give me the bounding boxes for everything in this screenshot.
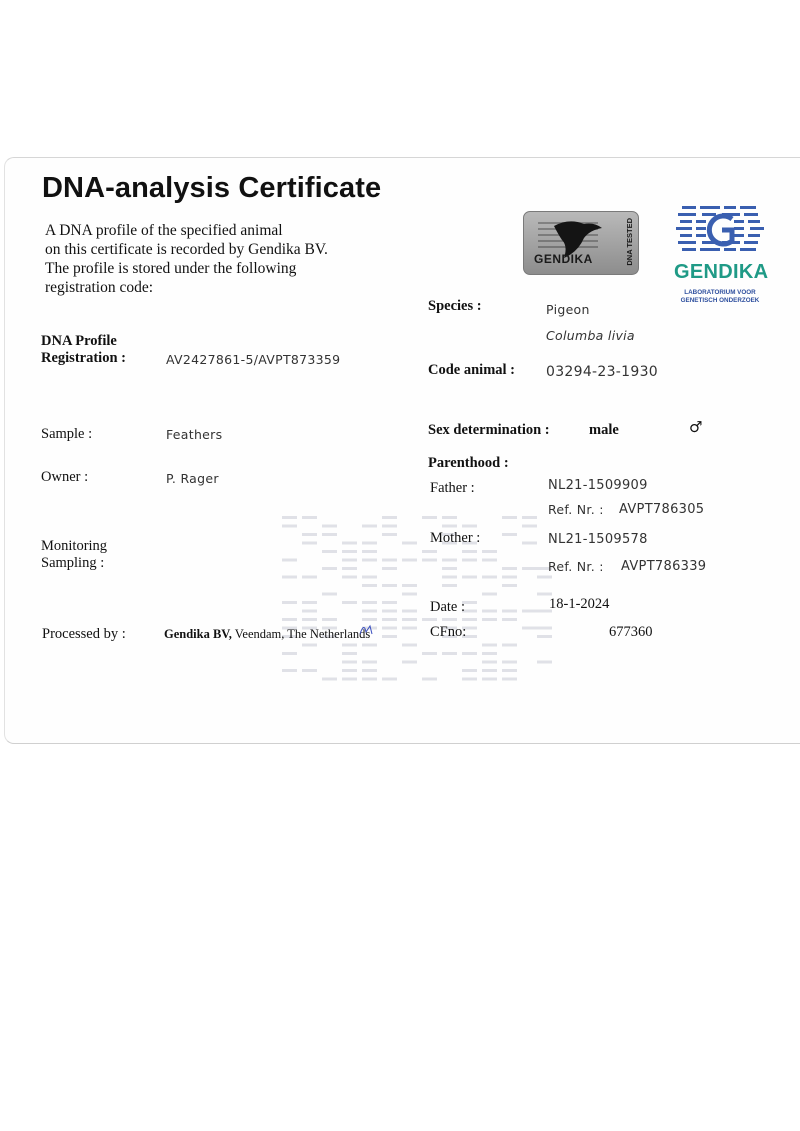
code-animal-value: 03294-23-1930 xyxy=(546,364,658,380)
intro-line: on this certificate is recorded by Gendika BV. xyxy=(45,241,328,258)
dna-band xyxy=(302,576,317,579)
dna-band xyxy=(442,559,457,562)
dna-band xyxy=(302,516,317,519)
monitoring-label: Monitoring xyxy=(41,538,108,554)
dna-band xyxy=(462,669,477,672)
dna-band xyxy=(522,610,537,613)
dna-band xyxy=(322,567,337,570)
species-label: Species : xyxy=(428,298,482,314)
mother-ref-label: Ref. Nr. : xyxy=(548,559,604,574)
dna-band xyxy=(402,542,417,545)
dna-band xyxy=(522,627,537,630)
dna-band xyxy=(342,652,357,655)
registration-value: AV2427861-5/AVPT873359 xyxy=(166,352,341,367)
owner-value: P. Rager xyxy=(166,471,219,486)
registration-label: Registration : xyxy=(41,350,126,366)
dna-band xyxy=(422,516,437,519)
dna-band xyxy=(462,652,477,655)
dna-band xyxy=(462,576,477,579)
dna-band xyxy=(522,567,537,570)
dna-band xyxy=(482,559,497,562)
dna-band xyxy=(442,576,457,579)
code-animal-label: Code animal : xyxy=(428,362,515,378)
dna-band xyxy=(362,542,377,545)
dna-band xyxy=(362,559,377,562)
dna-band xyxy=(302,644,317,647)
dna-band xyxy=(442,584,457,587)
sample-label: Sample : xyxy=(41,426,93,442)
dna-band xyxy=(362,601,377,604)
dna-band xyxy=(342,567,357,570)
dna-band xyxy=(302,618,317,621)
dna-band xyxy=(342,678,357,681)
dna-band xyxy=(462,678,477,681)
dna-band xyxy=(402,593,417,596)
dna-band xyxy=(382,618,397,621)
dna-band xyxy=(482,593,497,596)
dna-band xyxy=(382,525,397,528)
intro-line: A DNA profile of the specified animal xyxy=(45,222,283,239)
dna-band xyxy=(382,635,397,638)
dna-band xyxy=(322,593,337,596)
dna-band xyxy=(302,669,317,672)
dna-band xyxy=(442,516,457,519)
dna-band xyxy=(302,601,317,604)
father-ref-value: AVPT786305 xyxy=(619,502,705,517)
dna-band xyxy=(322,550,337,553)
dna-band xyxy=(382,627,397,630)
dna-band xyxy=(342,542,357,545)
dna-band xyxy=(282,669,297,672)
dna-band xyxy=(282,576,297,579)
dna-band xyxy=(402,618,417,621)
seal-brand: GENDIKA xyxy=(534,252,593,266)
dna-band xyxy=(502,610,517,613)
dna-band xyxy=(362,661,377,664)
dna-band xyxy=(282,559,297,562)
dna-band xyxy=(482,669,497,672)
mother-ref-value: AVPT786339 xyxy=(621,559,707,574)
processed-label: Processed by : xyxy=(42,626,126,642)
dna-band xyxy=(482,610,497,613)
profile-label: DNA Profile xyxy=(41,333,117,349)
species-common: Pigeon xyxy=(546,302,590,317)
dna-band xyxy=(502,516,517,519)
dna-band xyxy=(362,550,377,553)
dna-band xyxy=(362,584,377,587)
cfno-label: CFno: xyxy=(430,624,467,640)
owner-label: Owner : xyxy=(41,469,89,485)
dna-band xyxy=(362,644,377,647)
dna-band xyxy=(502,584,517,587)
dna-band xyxy=(342,559,357,562)
date-value: 18-1-2024 xyxy=(549,596,610,612)
processed-location: Veendam, The Netherlands xyxy=(231,627,371,641)
father-label: Father : xyxy=(430,480,475,496)
dna-band xyxy=(282,652,297,655)
dna-band xyxy=(282,516,297,519)
dna-band xyxy=(482,550,497,553)
dna-band xyxy=(502,678,517,681)
intro-line: registration code: xyxy=(45,279,154,296)
dna-band xyxy=(342,669,357,672)
dna-band xyxy=(502,576,517,579)
dna-band xyxy=(382,601,397,604)
dna-band xyxy=(502,567,517,570)
dna-band xyxy=(362,525,377,528)
dna-band xyxy=(482,644,497,647)
dna-band xyxy=(502,618,517,621)
seal-side-text: DNA TESTED xyxy=(625,218,634,266)
logo-name: GENDIKA xyxy=(674,261,769,283)
dna-band xyxy=(482,576,497,579)
dna-band xyxy=(342,550,357,553)
dna-band xyxy=(462,550,477,553)
dna-band xyxy=(537,661,552,664)
dna-band xyxy=(462,525,477,528)
mother-value: NL21-1509578 xyxy=(548,532,648,547)
gendika-logo xyxy=(672,200,768,315)
dna-band xyxy=(322,678,337,681)
cfno-value: 677360 xyxy=(609,624,653,640)
dna-band xyxy=(422,550,437,553)
dna-band xyxy=(342,601,357,604)
dna-band xyxy=(322,618,337,621)
intro-line: The profile is stored under the following xyxy=(45,260,297,277)
dna-band xyxy=(382,559,397,562)
dna-band xyxy=(422,559,437,562)
dna-band xyxy=(382,516,397,519)
dna-band xyxy=(402,644,417,647)
dna-band xyxy=(442,618,457,621)
dna-band xyxy=(302,533,317,536)
dna-band xyxy=(537,576,552,579)
sex-value: male xyxy=(589,422,619,438)
signature-mark xyxy=(358,620,376,638)
dna-band xyxy=(502,669,517,672)
sampling-label: Sampling : xyxy=(41,555,105,571)
date-label: Date : xyxy=(430,599,466,615)
dna-band xyxy=(362,669,377,672)
dna-band xyxy=(442,567,457,570)
dna-band xyxy=(362,678,377,681)
species-latin: Columba livia xyxy=(546,328,635,343)
dna-band xyxy=(402,610,417,613)
dna-band xyxy=(302,610,317,613)
intro-text xyxy=(45,221,328,297)
dna-band xyxy=(537,635,552,638)
dna-band xyxy=(537,627,552,630)
dna-band xyxy=(282,601,297,604)
dna-band xyxy=(382,678,397,681)
gendika-mark-icon xyxy=(672,200,768,258)
father-ref-label: Ref. Nr. : xyxy=(548,502,604,517)
dna-band xyxy=(442,652,457,655)
processed-company: Gendika BV, xyxy=(164,627,232,641)
dna-band xyxy=(302,542,317,545)
dna-band xyxy=(482,678,497,681)
dna-band xyxy=(322,525,337,528)
certificate-title: DNA-analysis Certificate xyxy=(42,172,382,204)
dna-band xyxy=(482,661,497,664)
dna-band xyxy=(282,618,297,621)
dna-band xyxy=(342,576,357,579)
dna-band xyxy=(382,584,397,587)
logo-subtitle-line: LABORATORIUM VOOR xyxy=(684,289,756,296)
dna-band xyxy=(342,661,357,664)
dna-band xyxy=(482,618,497,621)
dna-band xyxy=(382,610,397,613)
logo-subtitle-line: GENETISCH ONDERZOEK xyxy=(680,297,760,304)
dna-band xyxy=(402,584,417,587)
dna-band xyxy=(362,610,377,613)
dna-band xyxy=(502,533,517,536)
dna-band xyxy=(402,661,417,664)
dna-band xyxy=(482,652,497,655)
dna-band xyxy=(462,618,477,621)
dna-band xyxy=(402,559,417,562)
dna-band xyxy=(382,533,397,536)
dna-band xyxy=(342,644,357,647)
dna-band xyxy=(522,525,537,528)
dna-tested-seal xyxy=(523,211,639,275)
dna-band xyxy=(462,559,477,562)
logo-subtitle xyxy=(672,289,768,305)
processed-value xyxy=(164,627,370,642)
dna-band xyxy=(382,567,397,570)
dna-band xyxy=(522,542,537,545)
mother-label: Mother : xyxy=(430,530,481,546)
dna-band xyxy=(322,533,337,536)
dna-band xyxy=(502,644,517,647)
dna-band xyxy=(362,576,377,579)
father-value: NL21-1509909 xyxy=(548,478,648,493)
dna-band xyxy=(522,516,537,519)
dna-band xyxy=(422,652,437,655)
dna-band xyxy=(422,618,437,621)
dna-band xyxy=(402,627,417,630)
dna-band xyxy=(442,525,457,528)
sample-value: Feathers xyxy=(166,427,223,442)
dna-band xyxy=(502,661,517,664)
parenthood-label: Parenthood : xyxy=(428,455,509,471)
male-symbol-icon: ♂ xyxy=(689,418,703,436)
dna-band xyxy=(422,678,437,681)
dna-bands-watermark xyxy=(262,512,562,687)
sex-label: Sex determination : xyxy=(428,422,550,438)
dna-band xyxy=(282,525,297,528)
